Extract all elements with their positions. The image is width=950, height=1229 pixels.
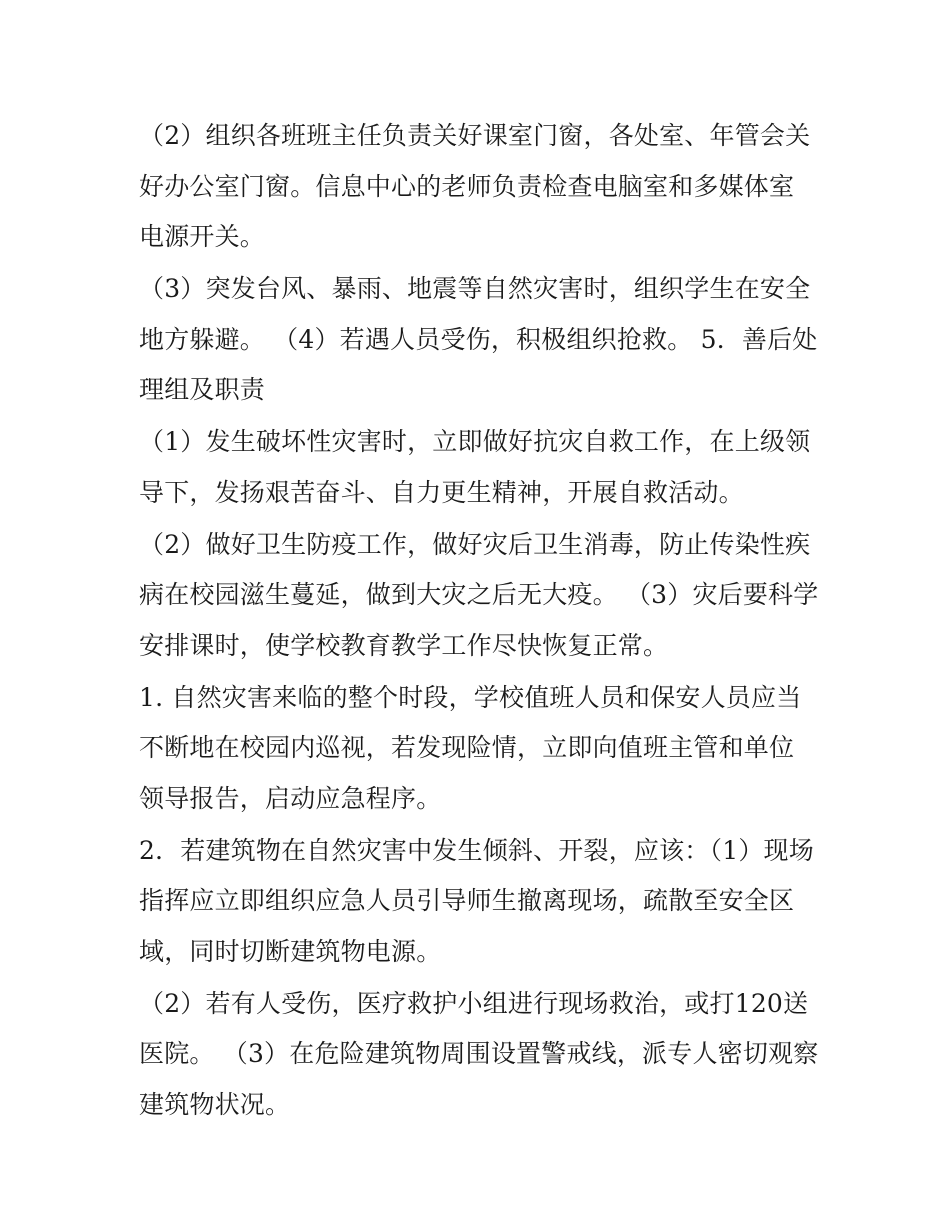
paragraph-6: 2．若建筑物在自然灾害中发生倾斜、开裂，应该：（1）现场指挥应立即组织应急人员引导师生撤离现场，疏散至安全区域，同时切断建筑物电源。 (139, 835, 814, 966)
paragraph-7: （2）若有人受伤，医疗救护小组进行现场救治，或打120送医院。 （3）在危险建筑物周围设置警戒线，派专人密切观察建筑物状况。 (139, 988, 819, 1119)
paragraph-2: （3）突发台风、暴雨、地震等自然灾害时，组织学生在安全地方躲避。 （4）若遇人员受伤，积极组织抢救。 5．善后处理组及职责 (139, 274, 818, 404)
document-body (139, 111, 819, 1130)
paragraph-4: （2）做好卫生防疫工作，做好灾后卫生消毒，防止传染性疾病在校园滋生蔓延，做到大灾之后无大疫。 （3）灾后要科学安排课时，使学校教育教学工作尽快恢复正常。 (139, 529, 819, 660)
paragraph-1: （2）组织各班班主任负责关好课室门窗，各处室、年管会关好办公室门窗。信息中心的老师负责检查电脑室和多媒体室电源开关。 (139, 121, 811, 251)
paragraph-3: （1）发生破坏性灾害时，立即做好抗灾自救工作，在上级领导下，发扬艰苦奋斗、自力更生精神，开展自救活动。 (139, 427, 811, 507)
paragraph-5: 1. 自然灾害来临的整个时段，学校值班人员和保安人员应当不断地在校园内巡视，若发现险情，立即向值班主管和单位领导报告，启动应急程序。 (139, 682, 802, 813)
